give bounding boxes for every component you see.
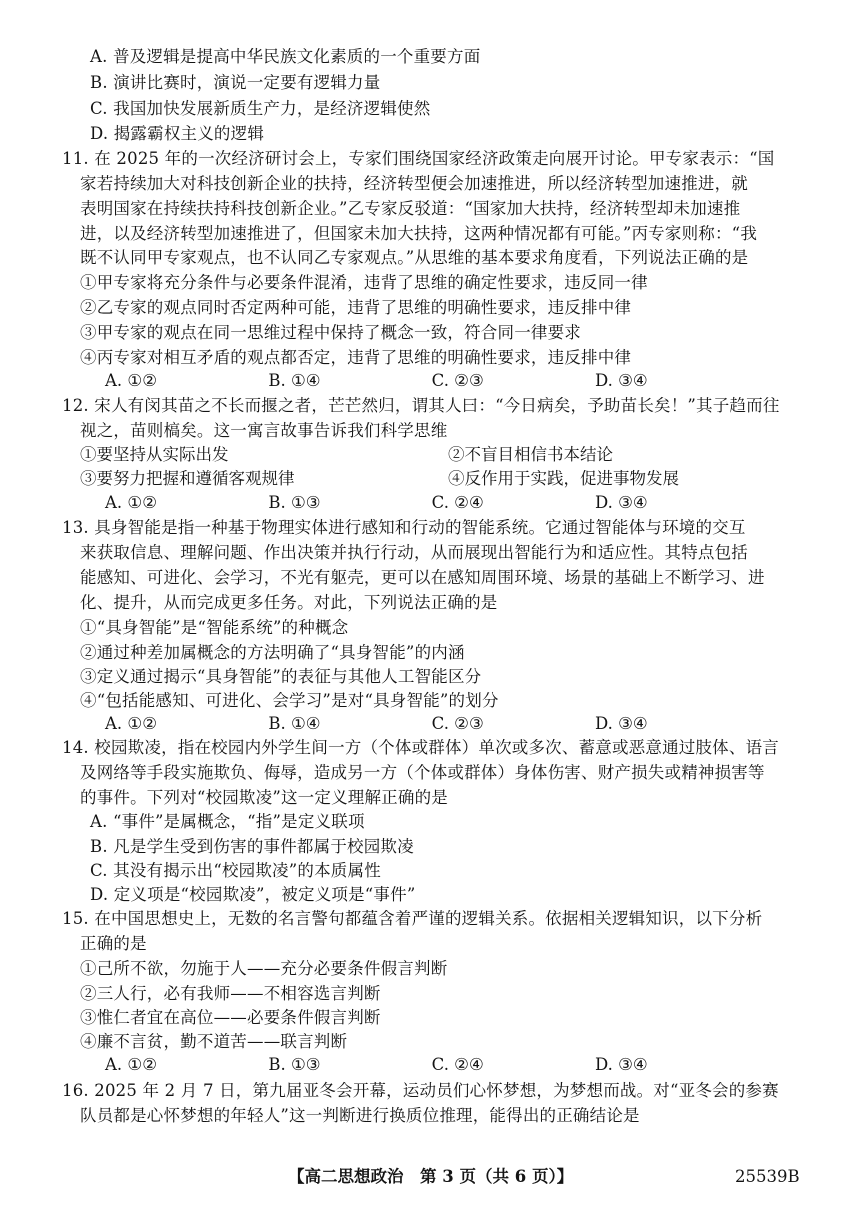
q12-items-row [80, 443, 720, 467]
q12-item-3: ③要努力把握和遵循客观规律 [80, 469, 295, 488]
q15-item-1: ①己所不欲，勿施于人——充分必要条件假言判断 [80, 959, 448, 978]
q11-item-4: ④丙专家对相互矛盾的观点都否定，违背了思维的明确性要求，违反排中律 [80, 348, 632, 367]
q15-item-2: ②三人行，必有我师——不相容选言判断 [80, 984, 381, 1003]
q14-stem-line: 的事件。下列对“校园欺凌”这一定义理解正确的是 [80, 788, 448, 807]
q15-stem-line: 正确的是 [80, 934, 147, 953]
q14-stem-line: 14. 校园欺凌，指在校园内外学生间一方（个体或群体）单次或多次、蓄意或恶意通过肢体、语言 [62, 738, 779, 757]
q14-choice-a: A. “事件”是属概念，“指”是定义联项 [90, 812, 365, 831]
q10-option-b: B. 演讲比赛时，演说一定要有逻辑力量 [90, 73, 381, 92]
q11-choice-a: A. ①② [105, 371, 157, 390]
q12-choice-c: C. ②④ [431, 493, 484, 512]
q14-choice-d: D. 定义项是“校园欺凌”，被定义项是“事件” [90, 885, 416, 904]
q14-choice-b: B. 凡是学生受到伤害的事件都属于校园欺凌 [90, 837, 414, 856]
q12-items-row [80, 467, 720, 491]
q10-option-a: A. 普及逻辑是提高中华民族文化素质的一个重要方面 [90, 47, 481, 66]
q10-option-c: C. 我国加快发展新质生产力，是经济逻辑使然 [90, 99, 431, 118]
footer-page-title: 【高二思想政治 第 3 页（共 6 页）】 [288, 1167, 574, 1186]
q12-choice-d: D. ③④ [594, 493, 648, 512]
q11-item-2: ②乙专家的观点同时否定两种可能，违背了思维的明确性要求，违反排中律 [80, 298, 632, 317]
q15-item-4: ④廉不言贫，勤不道苦——联言判断 [80, 1032, 348, 1051]
q11-stem-line: 表明国家在持续扶持科技创新企业。”乙专家反驳道：“国家加大扶持，经济转型却未加速推 [80, 199, 741, 218]
q16-stem-line: 队员都是心怀梦想的年轻人”这一判断进行换质位推理，能得出的正确结论是 [80, 1106, 640, 1125]
q11-choices [105, 369, 745, 393]
q12-choice-b: B. ①③ [268, 493, 321, 512]
q15-choice-a: A. ①② [105, 1055, 157, 1074]
q11-stem-line: 进，以及经济转型加速推进了，但国家未加大扶持，这两种情况都有可能。”丙专家则称：“我 [80, 224, 758, 243]
q13-choices [105, 712, 745, 736]
q11-item-1: ①甲专家将充分条件与必要条件混淆，违背了思维的确定性要求，违反同一律 [80, 273, 648, 292]
q12-choices [105, 491, 745, 515]
q12-stem-line: 视之，苗则槁矣。这一寓言故事告诉我们科学思维 [80, 421, 448, 440]
q15-choice-b: B. ①③ [268, 1055, 321, 1074]
q15-item-3: ③惟仁者宜在高位——必要条件假言判断 [80, 1008, 381, 1027]
q15-stem-line: 15. 在中国思想史上，无数的名言警句都蕴含着严谨的逻辑关系。依据相关逻辑知识，以下分析 [62, 909, 763, 928]
q13-stem-line: 13. 具身智能是指一种基于物理实体进行感知和行动的智能系统。它通过智能体与环境的交互 [62, 518, 746, 537]
q13-stem-line: 来获取信息、理解问题、作出决策并执行行动，从而展现出智能行为和适应性。其特点包括 [80, 543, 748, 562]
q12-stem-line: 12. 宋人有闵其苗之不长而揠之者，芒芒然归，谓其人曰：“今日病矣，予助苗长矣！”其子趋而往 [62, 396, 780, 415]
q15-choices [105, 1053, 745, 1077]
q15-choice-c: C. ②④ [431, 1055, 484, 1074]
q11-choice-d: D. ③④ [594, 371, 648, 390]
q10-option-d: D. 揭露霸权主义的逻辑 [90, 124, 265, 143]
q13-item-2: ②通过种差加属概念的方法明确了“具身智能”的内涵 [80, 643, 465, 662]
q12-item-2: ②不盲目相信书本结论 [448, 445, 613, 464]
q13-stem-line: 能感知、可进化、会学习，不光有躯壳，更可以在感知周围环境、场景的基础上不断学习、进 [80, 568, 765, 587]
q11-choice-c: C. ②③ [431, 371, 484, 390]
q14-stem-line: 及网络等手段实施欺负、侮辱，造成另一方（个体或群体）身体伤害、财产损失或精神损害等 [80, 763, 765, 782]
q12-choice-a: A. ①② [105, 493, 157, 512]
q13-item-3: ③定义通过揭示“具身智能”的表征与其他人工智能区分 [80, 667, 482, 686]
q11-stem-line: 11. 在 2025 年的一次经济研讨会上，专家们围绕国家经济政策走向展开讨论。甲专家表示：“国 [62, 149, 775, 168]
q11-item-3: ③甲专家的观点在同一思维过程中保持了概念一致，符合同一律要求 [80, 323, 581, 342]
q15-choice-d: D. ③④ [594, 1055, 648, 1074]
q13-item-1: ①“具身智能”是“智能系统”的种概念 [80, 618, 349, 637]
q14-choice-c: C. 其没有揭示出“校园欺凌”的本质属性 [90, 861, 381, 880]
q13-stem-line: 化、提升，从而完成更多任务。对此，下列说法正确的是 [80, 593, 498, 612]
q13-choice-d: D. ③④ [594, 714, 648, 733]
q16-stem-line: 16. 2025 年 2 月 7 日，第九届亚冬会开幕，运动员们心怀梦想，为梦想而战。对“亚冬会的参赛 [62, 1081, 779, 1100]
q13-choice-b: B. ①④ [268, 714, 321, 733]
q11-stem-line: 既不认同甲专家观点，也不认同乙专家观点。”从思维的基本要求角度看，下列说法正确的是 [80, 248, 749, 267]
footer-paper-code: 25539B [735, 1167, 800, 1186]
q13-choice-a: A. ①② [105, 714, 157, 733]
q12-item-1: ①要坚持从实际出发 [80, 445, 229, 464]
q11-stem-line: 家若持续加大对科技创新企业的扶持，经济转型便会加速推进，所以经济转型加速推进，就 [80, 174, 748, 193]
q12-item-4: ④反作用于实践，促进事物发展 [448, 469, 679, 488]
q13-item-4: ④“包括能感知、可进化、会学习”是对“具身智能”的划分 [80, 691, 499, 710]
q13-choice-c: C. ②③ [431, 714, 484, 733]
q11-choice-b: B. ①④ [268, 371, 321, 390]
